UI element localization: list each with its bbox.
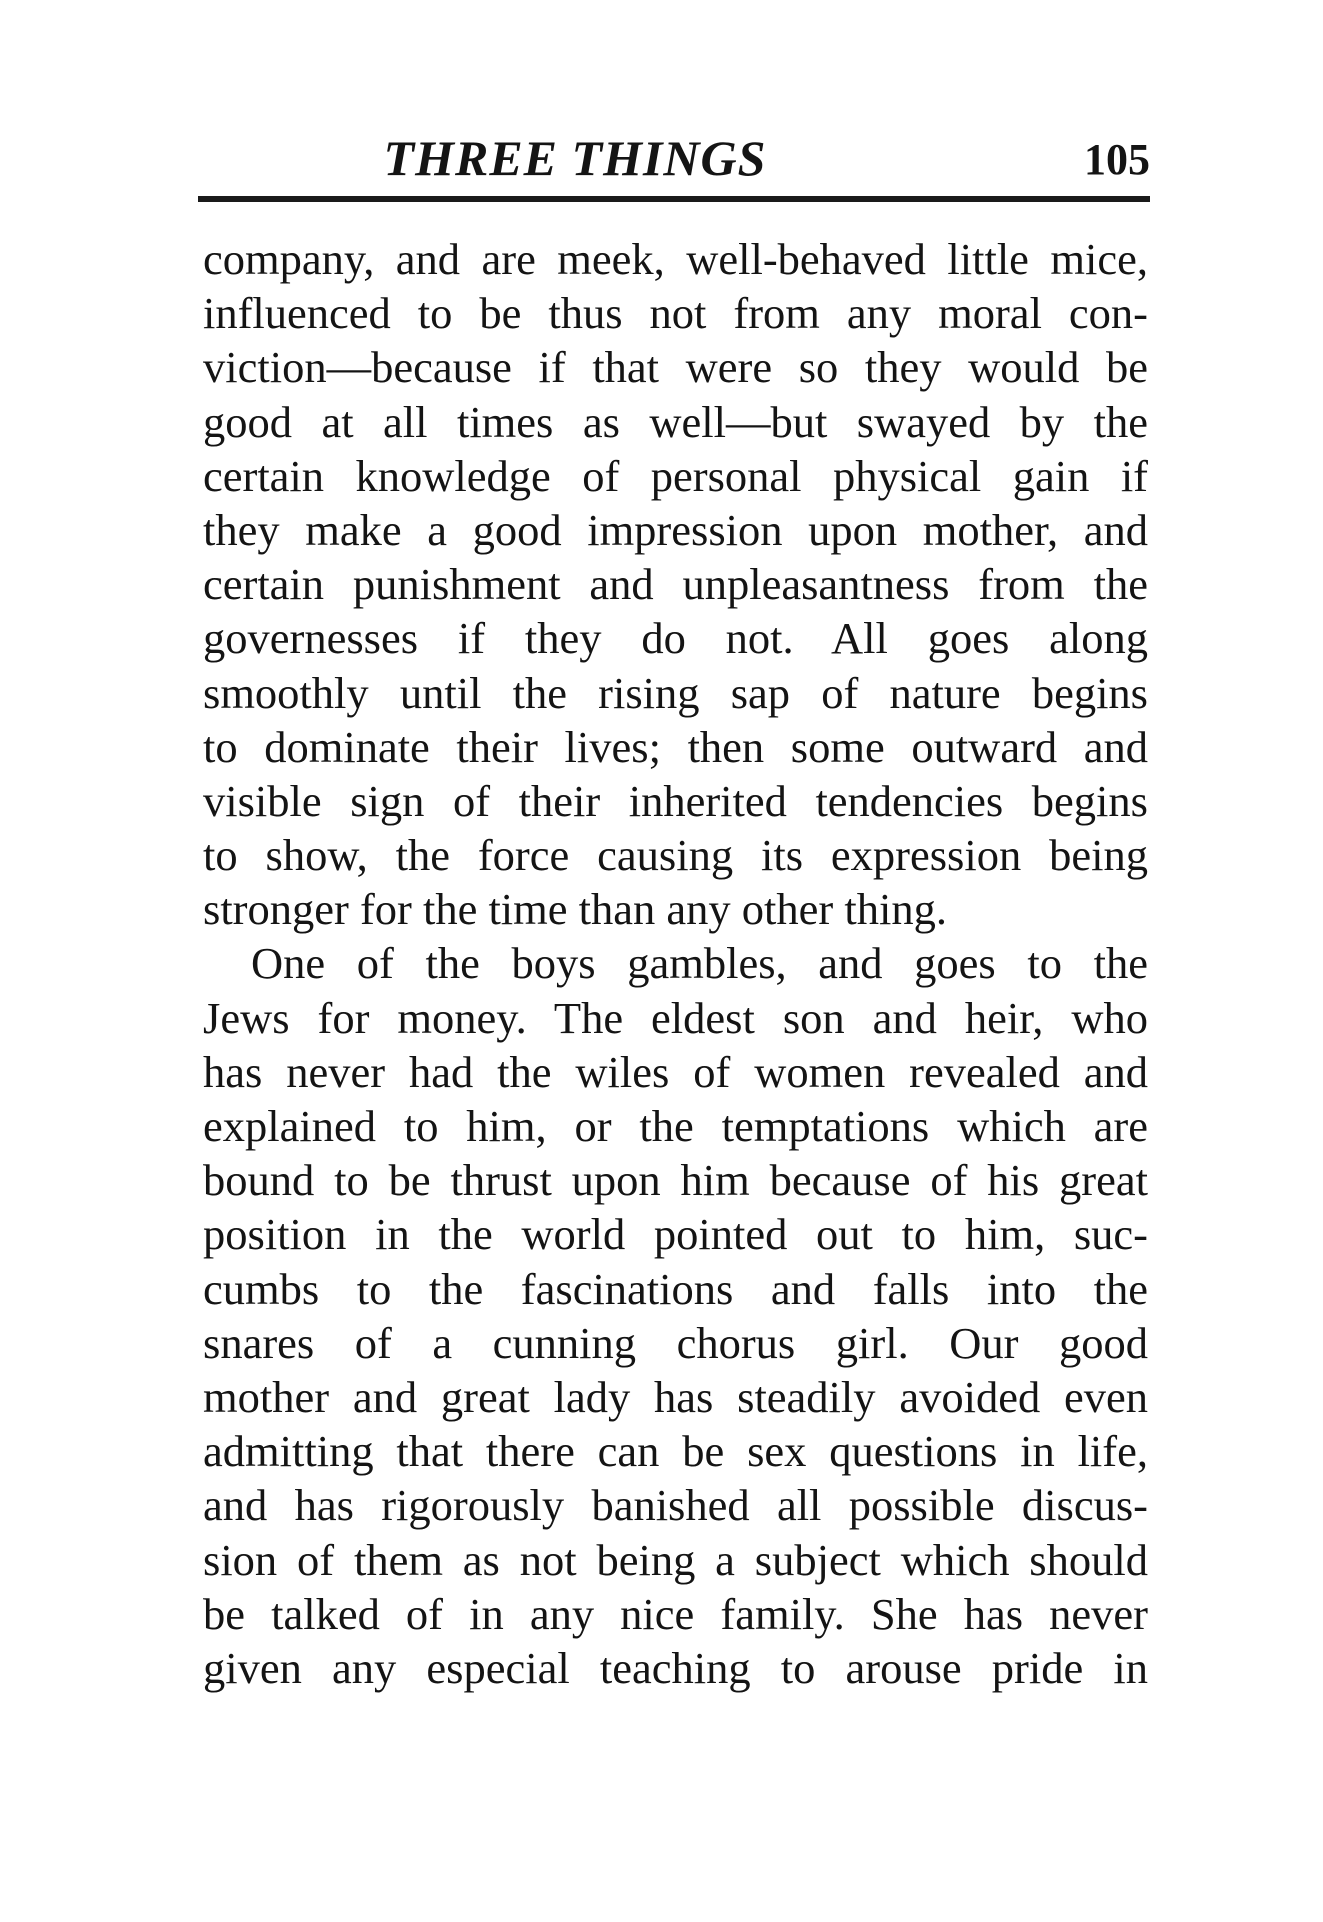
text-line: cumbs to the fascinations and falls into the [203,1263,1148,1314]
text-line: they make a good impression upon mother, and [203,504,1148,555]
text-line: visible sign of their inherited tendencies begins [203,775,1148,826]
body-text [203,232,1148,1695]
text-line: to show, the force causing its expression being [203,830,1148,881]
text-line: explained to him, or the temptations which are [203,1101,1148,1151]
text-line: influenced to be thus not from any moral con- [203,288,1148,339]
text-line: bound to be thrust upon him because of his great [203,1155,1148,1206]
text-line: certain punishment and unpleasantness from the [203,559,1148,610]
text-line: admitting that there can be sex questions in life, [203,1426,1148,1477]
text-line: company, and are meek, well-behaved little mice, [203,234,1148,284]
text-line: snares of a cunning chorus girl. Our good [203,1317,1148,1368]
text-line: has never had the wiles of women revealed and [203,1046,1148,1097]
running-title: THREE THINGS [383,130,767,186]
text-line: be talked of in any nice family. She has never [203,1588,1148,1639]
text-line: given any especial teaching to arouse pride in [203,1642,1148,1693]
text-line: good at all times as well—but swayed by the [203,396,1148,447]
text-line: viction—because if that were so they would be [203,342,1148,393]
text-line: and has rigorously banished all possible discus- [203,1480,1148,1531]
text-line: sion of them as not being a subject which should [203,1534,1148,1585]
running-head [200,128,1150,192]
text-line: stronger for the time than any other thing. [203,884,947,935]
text-line: position in the world pointed out to him, suc- [203,1209,1148,1260]
page-number: 105 [1084,135,1150,184]
text-line: to dominate their lives; then some outward and [203,721,1148,772]
text-line: smoothly until the rising sap of nature begins [203,667,1148,718]
text-line: mother and great lady has steadily avoided even [203,1371,1148,1422]
text-line: certain knowledge of personal physical gain if [203,450,1148,501]
text-line: One of the boys gambles, and goes to the [251,938,1148,989]
text-line: governesses if they do not. All goes along [203,613,1148,664]
text-line: Jews for money. The eldest son and heir, who [203,992,1148,1043]
header-rule [198,196,1150,202]
